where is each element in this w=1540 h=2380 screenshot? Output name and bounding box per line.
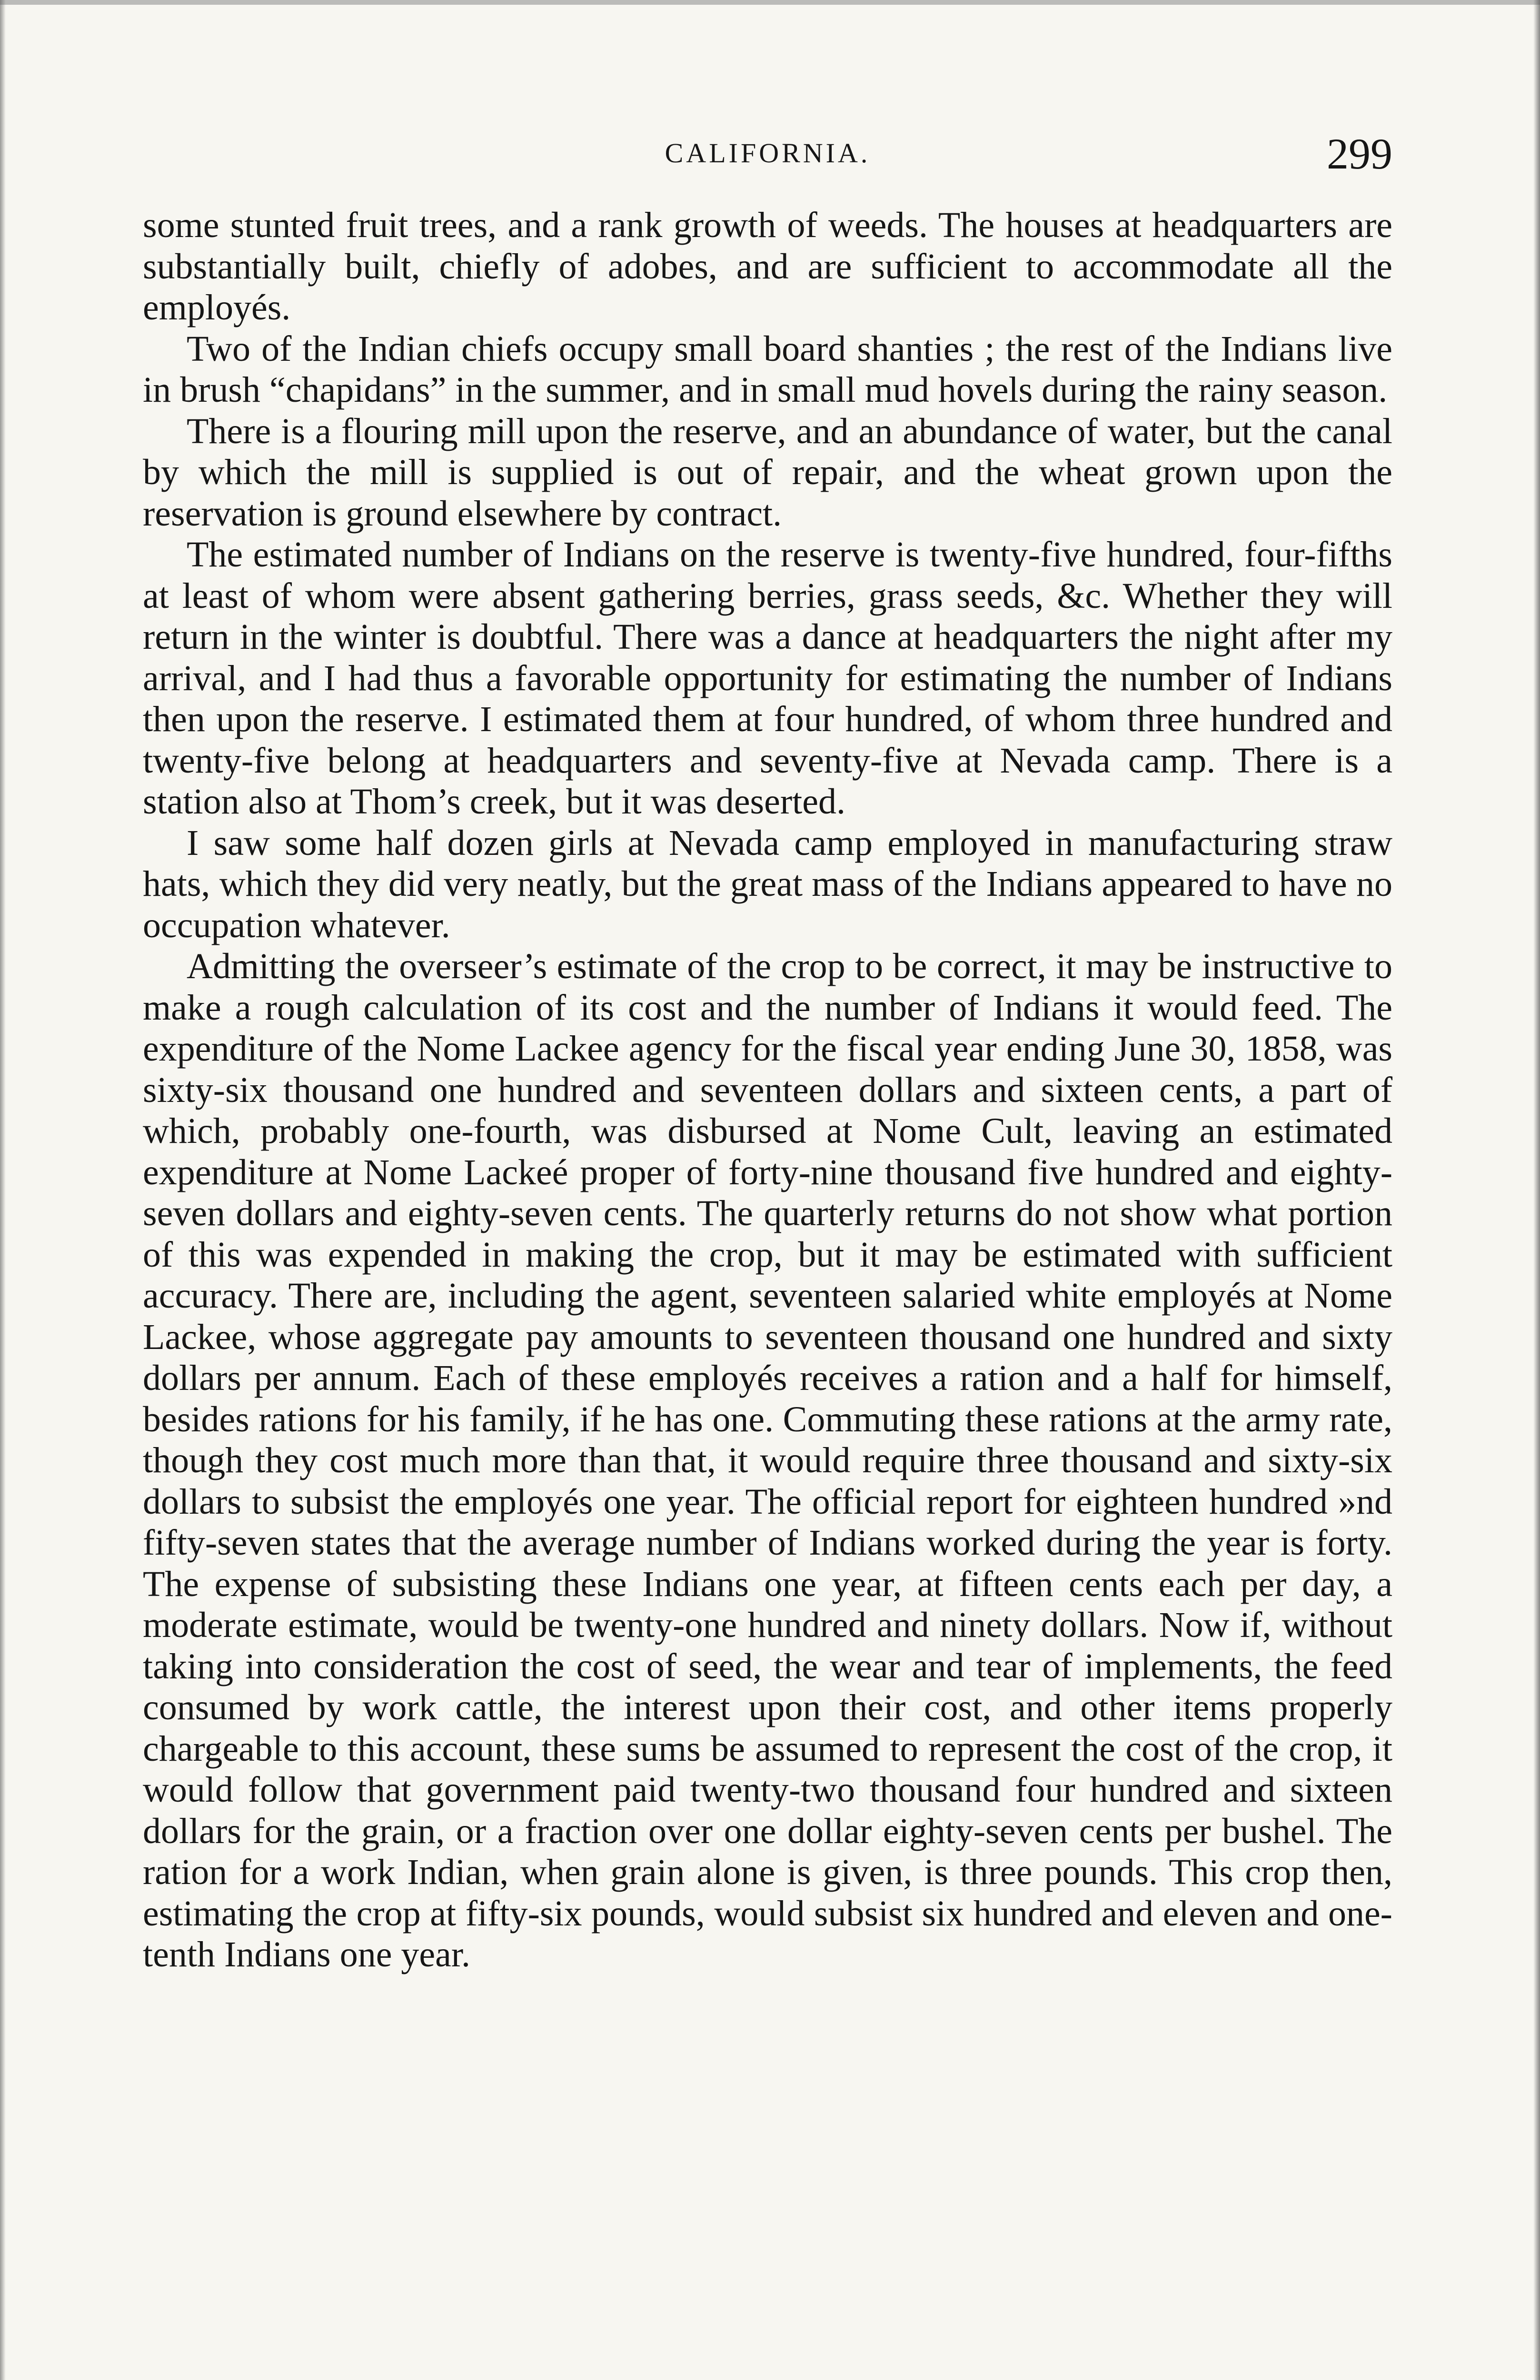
page-number: 299 — [1327, 129, 1392, 178]
scan-edge-top — [0, 0, 1540, 5]
paragraph: Two of the Indian chiefs occupy small board shanties ; the rest of the Indians live in brush “chapidans” in the summer, and in small mud hovels during the rainy season. — [143, 328, 1392, 410]
paragraph-continued: some stunted fruit trees, and a rank growth of weeds. The houses at headquarters are substantially built, chiefly of adobes, and are sufficient to accommodate all the employés. — [143, 205, 1392, 327]
paragraph: I saw some half dozen girls at Nevada camp employed in manufacturing straw hats, which they did very neatly, but the great mass of the Indians appeared to have no occupation whatever. — [143, 823, 1392, 945]
scan-edge-left — [0, 0, 6, 2380]
paragraph: Admitting the overseer’s estimate of the crop to be correct, it may be instructive to make a rough calculation of its cost and the number of Indians it would feed. The expenditure of the Nome Lackee agency for the fiscal year ending June 30, 1858, was sixty-six thousand one hundred and seventeen dollars and sixteen cents, a part of which, probably one-fourth, was disbursed at Nome Cult, leaving an estimated expenditure at Nome Lackeé proper of forty-nine thousand five hundred and eighty-seven dollars and eighty-seven cents. The quarterly returns do not show what portion of this was expended in making the crop, but it may be estimated with sufficient accuracy. There are, including the agent, seventeen salaried white employés at Nome Lackee, whose aggregate pay amounts to seventeen thousand one hundred and sixty dollars per annum. Each of these employés receives a ration and a half for himself, besides rations for his family, if he has one. Commuting these rations at the army rate, though they cost much more than that, it would require three thousand and sixty-six dollars to subsist the employés one year. The official report for eighteen hundred »nd fifty-seven states that the average number of Indians worked during the year is forty. The expense of subsisting these Indians one year, at fifteen cents each per day, a moderate estimate, would be twenty-one hundred and ninety dollars. Now if, without taking into consideration the cost of seed, the wear and tear of implements, the feed consumed by work cattle, the interest upon their cost, and other items properly chargeable to this account, these sums be assumed to represent the cost of the crop, it would follow that government paid twenty-two thousand four hundred and sixteen dollars for the grain, or a fraction over one dollar eighty-seven cents per bushel. The ration for a work Indian, when grain alone is given, is three pounds. This crop then, estimating the crop at fifty-six pounds, would subsist six hundred and eleven and one-tenth Indians one year. — [143, 946, 1392, 1974]
paragraph: There is a flouring mill upon the reserve, and an abundance of water, but the canal by which the mill is supplied is out of repair, and the wheat grown upon the reservation is ground elsewhere by contract. — [143, 411, 1392, 534]
paragraph: The estimated number of Indians on the reserve is twenty-five hundred, four-fifths at least of whom were absent gathering berries, grass seeds, &c. Whether they will return in the winter is doubtful. There was a dance at headquarters the night after my arrival, and I had thus a favorable opportunity for estimating the number of Indians then upon the reserve. I estimated them at four hundred, of whom three hundred and twenty-five belong at headquarters and seventy-five at Nevada camp. There is a station also at Thom’s creek, but it was deserted. — [143, 535, 1392, 822]
running-head-title: CALIFORNIA. — [665, 138, 871, 169]
scan-edge-right — [1533, 0, 1540, 2380]
running-head — [143, 129, 1392, 181]
body-text — [143, 205, 1392, 1975]
